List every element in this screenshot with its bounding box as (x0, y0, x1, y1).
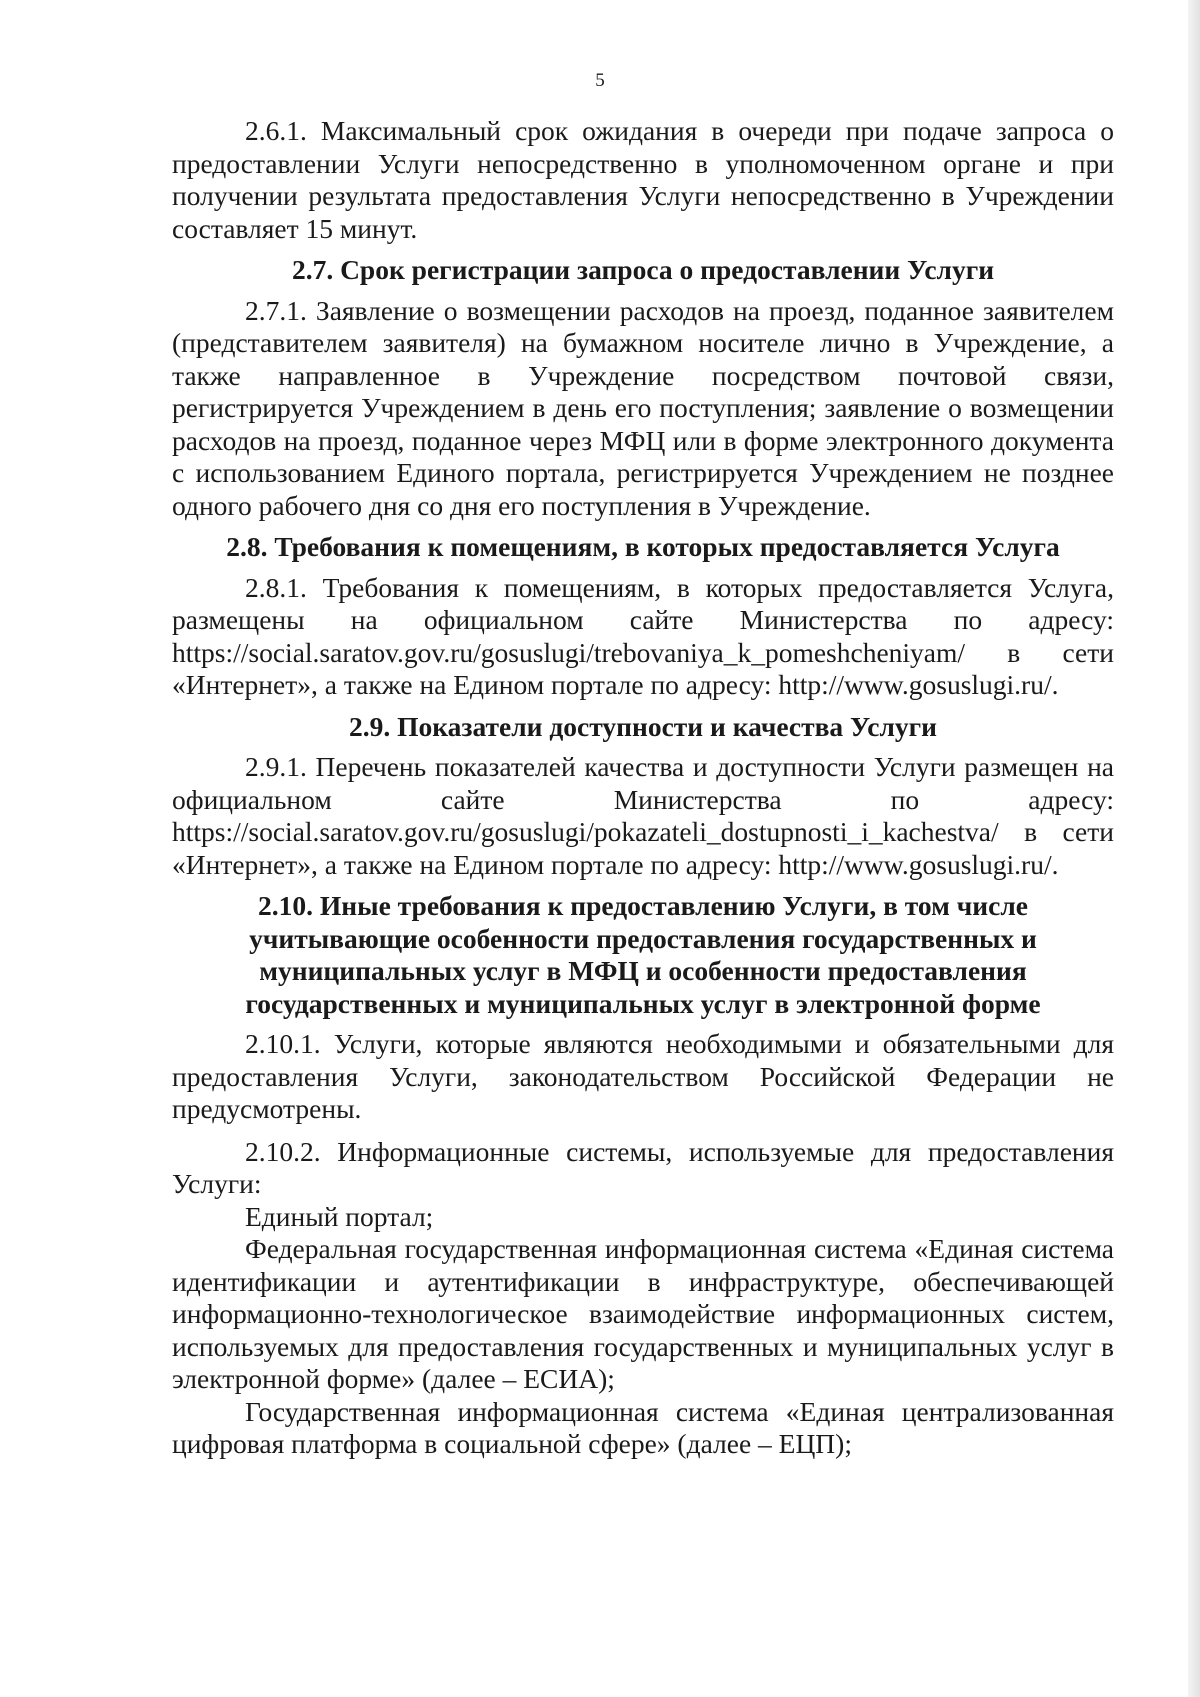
paragraph-2-8-1: 2.8.1. Требования к помещениям, в которых предоставляется Услуга, размещены на официальном сайте Министерства по адресу: https://social.saratov.gov.ru/gosuslugi/trebovaniya_k_pomeshcheniyam/ в сети «Интернет», а также на Едином портале по адресу: http://www.gosuslugi.ru/. (172, 571, 1114, 700)
heading-2-7: 2.7. Срок регистрации запроса о предоставлении Услуги (291, 254, 995, 285)
list-item-ecp: Государственная информационная система «Единая централизованная цифровая платформа в социальной сфере» (далее – ЕЦП); (172, 1395, 1114, 1459)
page-edge-shadow (1188, 0, 1200, 1697)
heading-2-8: 2.8. Требования к помещениям, в которых предоставляется Услуга (226, 531, 1060, 562)
list-item-single-portal: Единый портал; (245, 1200, 434, 1232)
page-number: 5 (595, 70, 605, 91)
heading-2-9: 2.9. Показатели доступности и качества Услуги (348, 710, 937, 742)
paragraph-2-9-1: 2.9.1. Перечень показателей качества и доступности Услуги размещен на официальном сайте Министерства по адресу: https://social.saratov.gov.ru/gosuslugi/pokazateli_dostupnosti_i_kachestva/ в сети «Интернет», а также на Едином портале по адресу: http://www.gosuslugi.ru/. (172, 751, 1114, 880)
document-body (172, 115, 1114, 1461)
heading-2-10: 2.10. Иные требования к предоставлению Услуги, в том числе учитывающие особенности предоставления государственных и муниципальных услуг в МФЦ и особенности предоставления государственных и муниципальных услуг в электронной форме (245, 890, 1041, 1019)
list-item-esia: Федеральная государственная информационная система «Единая система идентификации и аутентификации в инфраструктуре, обеспечивающей информационно-технологическое взаимодействие информационных систем, используемых для предоставления государственных и муниципальных услуг в электронной форме» (далее – ЕСИА); (172, 1233, 1114, 1394)
paragraph-2-10-2: 2.10.2. Информационные системы, используемые для предоставления Услуги: (172, 1135, 1114, 1199)
paragraph-2-6-1: 2.6.1. Максимальный срок ожидания в очереди при подаче запроса о предоставлении Услуги непосредственно в уполномоченном органе и при получении результата предоставления Услуги непосредственно в Учреждении составляет 15 минут. (172, 115, 1114, 244)
paragraph-2-7-1: 2.7.1. Заявление о возмещении расходов на проезд, поданное заявителем (представителем заявителя) на бумажном носителе лично в Учреждение, а также направленное в Учреждение посредством почтовой связи, регистрируется Учреждением в день его поступления; заявление о возмещении расходов на проезд, поданное через МФЦ или в форме электронного документа с использованием Единого портала, регистрируется Учреждением не позднее одного рабочего дня со дня его поступления в Учреждение. (172, 294, 1114, 521)
paragraph-2-10-1: 2.10.1. Услуги, которые являются необходимыми и обязательными для предоставления Услуги, законодательством Российской Федерации не предусмотрены. (172, 1028, 1114, 1124)
